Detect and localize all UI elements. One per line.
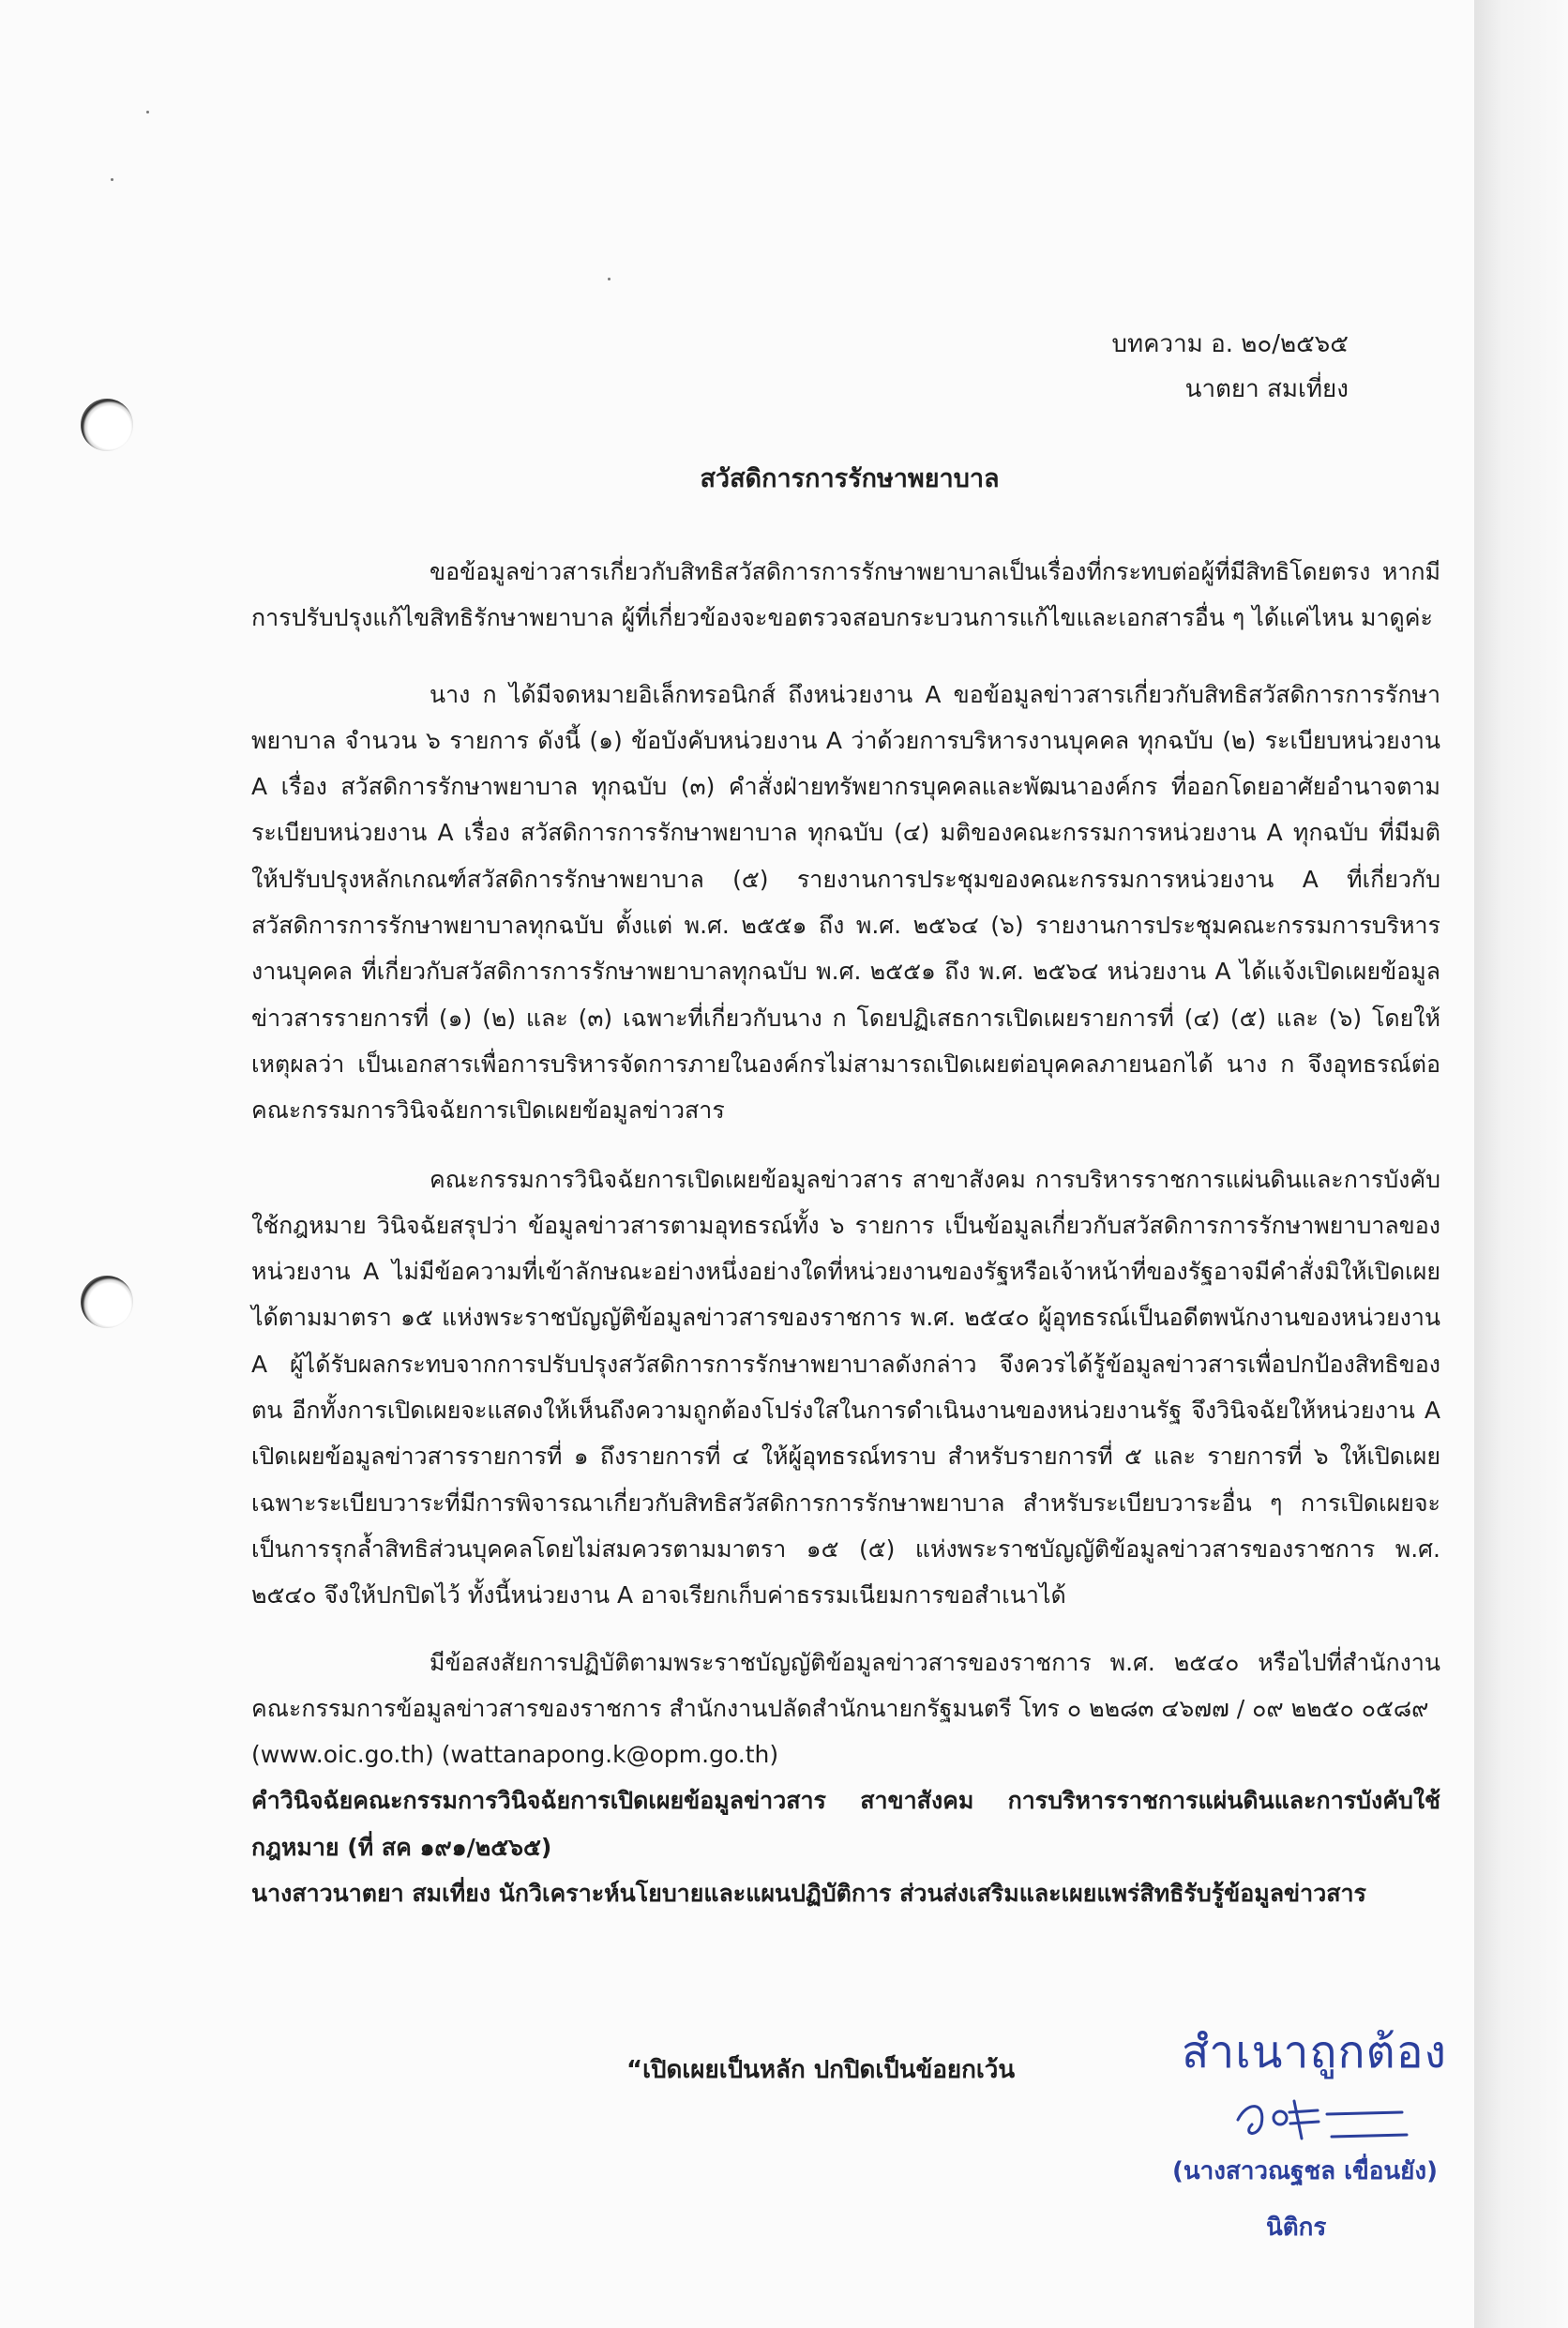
article-author: นาตยา สมเที่ยง	[1184, 375, 1349, 403]
punch-hole-bottom	[81, 1276, 133, 1328]
document-title: สวัสดิการการรักษาพยาบาล	[700, 464, 1000, 493]
certifier-name: (นางสาวณฐชล เขื่อนยัง)	[1172, 2157, 1438, 2185]
motto: “เปิดเผยเป็นหลัก ปกปิดเป็นข้อยกเว้น	[626, 2056, 1016, 2084]
document-body	[251, 549, 1440, 1916]
scan-speck	[608, 278, 611, 280]
paragraph-request: นาง ก ได้มีจดหมายอิเล็กทรอนิกส์ ถึงหน่วยงาน A ขอข้อมูลข่าวสารเกี่ยวกับสิทธิสวัสดิการการรักษาพยาบาล จำนวน ๖ รายการ ดังนี้ (๑) ข้อบังคับหน่วยงาน A ว่าด้วยการบริหารงานบุคคล ทุกฉบับ (๒) ระเบียบหน่วยงาน A เรื่อง สวัสดิการรักษาพยาบาล ทุกฉบับ (๓) คำสั่งฝ่ายทรัพยากรบุคคลและพัฒนาองค์กร ที่ออกโดยอาศัยอำนาจตามระเบียบหน่วยงาน A เรื่อง สวัสดิการการรักษาพยาบาล ทุกฉบับ (๔) มติของคณะกรรมการหน่วยงาน A ทุกฉบับ ที่มีมติให้ปรับปรุงหลักเกณฑ์สวัสดิการรักษาพยาบาล (๕) รายงานการประชุมของคณะกรรมการหน่วยงาน A ที่เกี่ยวกับสวัสดิการการรักษาพยาบาลทุกฉบับ ตั้งแต่ พ.ศ. ๒๕๕๑ ถึง พ.ศ. ๒๕๖๔ (๖) รายงานการประชุมคณะกรรมการบริหารงานบุคคล ที่เกี่ยวกับสวัสดิการการรักษาพยาบาลทุกฉบับ พ.ศ. ๒๕๕๑ ถึง พ.ศ. ๒๕๖๔ หน่วยงาน A ได้แจ้งเปิดเผยข้อมูลข่าวสารรายการที่ (๑) (๒) และ (๓) เฉพาะที่เกี่ยวกับนาง ก โดยปฏิเสธการเปิดเผยรายการที่ (๔) (๕) และ (๖) โดยให้เหตุผลว่า เป็นเอกสารเพื่อการบริหารจัดการภายในองค์กรไม่สามารถเปิดเผยต่อบุคคลภายนอกได้ นาง ก จึงอุทธรณ์ต่อคณะกรรมการวินิจฉัยการเปิดเผยข้อมูลข่าวสาร	[251, 680, 1440, 1125]
paragraph-contact: มีข้อสงสัยการปฏิบัติตามพระราชบัญญัติข้อมูลข่าวสารของราชการ พ.ศ. ๒๕๔๐ หรือไปที่สำนักงานคณะกรรมการข้อมูลข่าวสารของราชการ สำนักงานปลัดสำนักนายกรัฐมนตรี โทร ๐ ๒๒๘๓ ๔๖๗๗ / ๐๙ ๒๒๕๐ ๐๕๘๙	[251, 1648, 1440, 1722]
punch-hole-top	[81, 399, 133, 451]
contact-links: (www.oic.go.th) (wattanapong.k@opm.go.th)	[251, 1741, 779, 1769]
author-credit: นางสาวนาตยา สมเที่ยง นักวิเคราะห์นโยบายและแผนปฏิบัติการ ส่วนส่งเสริมและเผยแพร่สิทธิรับรู้ข้อมูลข่าวสาร	[251, 1880, 1366, 1908]
scan-speck	[111, 178, 113, 181]
scan-edge	[1474, 0, 1568, 2328]
certified-copy-stamp: สำเนาถูกต้อง	[1182, 2026, 1447, 2079]
article-header	[1111, 322, 1349, 412]
paragraph-intro: ขอข้อมูลข่าวสารเกี่ยวกับสิทธิสวัสดิการการรักษาพยาบาลเป็นเรื่องที่กระทบต่อผู้ที่มีสิทธิโดยตรง หากมีการปรับปรุงแก้ไขสิทธิรักษาพยาบาล ผู้ที่เกี่ยวข้องจะขอตรวจสอบกระบวนการแก้ไขและเอกสารอื่น ๆ ได้แค่ไหน มาดูค่ะ	[251, 558, 1440, 632]
ruling-reference: คำวินิจฉัยคณะกรรมการวินิจฉัยการเปิดเผยข้อมูลข่าวสาร สาขาสังคม การบริหารราชการแผ่นดินและการบังคับใช้กฎหมาย (ที่ สค ๑๙๑/๒๕๖๕)	[251, 1787, 1440, 1861]
certification-block	[1107, 2017, 1463, 2289]
article-number: บทความ อ. ๒๐/๒๕๖๕	[1111, 330, 1349, 358]
certifier-role: นิติกร	[1266, 2214, 1327, 2242]
paragraph-ruling: คณะกรรมการวินิจฉัยการเปิดเผยข้อมูลข่าวสาร สาขาสังคม การบริหารราชการแผ่นดินและการบังคับใช้กฎหมาย วินิจฉัยสรุปว่า ข้อมูลข่าวสารตามอุทธรณ์ทั้ง ๖ รายการ เป็นข้อมูลเกี่ยวกับสวัสดิการการรักษาพยาบาลของหน่วยงาน A ไม่มีข้อความที่เข้าลักษณะอย่างหนึ่งอย่างใดที่หน่วยงานของรัฐหรือเจ้าหน้าที่ของรัฐอาจมีคำสั่งมิให้เปิดเผยได้ตามมาตรา ๑๕ แห่งพระราชบัญญัติข้อมูลข่าวสารของราชการ พ.ศ. ๒๕๔๐ ผู้อุทธรณ์เป็นอดีตพนักงานของหน่วยงาน A ผู้ได้รับผลกระทบจากการปรับปรุงสวัสดิการการรักษาพยาบาลดังกล่าว จึงควรได้รู้ข้อมูลข่าวสารเพื่อปกป้องสิทธิของตน อีกทั้งการเปิดเผยจะแสดงให้เห็นถึงความถูกต้องโปร่งใสในการดำเนินงานของหน่วยงานรัฐ จึงวินิจฉัยให้หน่วยงาน A เปิดเผยข้อมูลข่าวสารรายการที่ ๑ ถึงรายการที่ ๔ ให้ผู้อุทธรณ์ทราบ สำหรับรายการที่ ๕ และ รายการที่ ๖ ให้เปิดเผยเฉพาะระเบียบวาระที่มีการพิจารณาเกี่ยวกับสิทธิสวัสดิการการรักษาพยาบาล สำหรับระเบียบวาระอื่น ๆ การเปิดเผยจะเป็นการรุกล้ำสิทธิส่วนบุคคลโดยไม่สมควรตามมาตรา ๑๕ (๕) แห่งพระราชบัญญัติข้อมูลข่าวสารของราชการ พ.ศ. ๒๕๔๐ จึงให้ปกปิดไว้ ทั้งนี้หน่วยงาน A อาจเรียกเก็บค่าธรรมเนียมการขอสำเนาได้	[251, 1165, 1440, 1610]
handwritten-signature	[1229, 2082, 1416, 2148]
scan-speck	[146, 111, 149, 113]
